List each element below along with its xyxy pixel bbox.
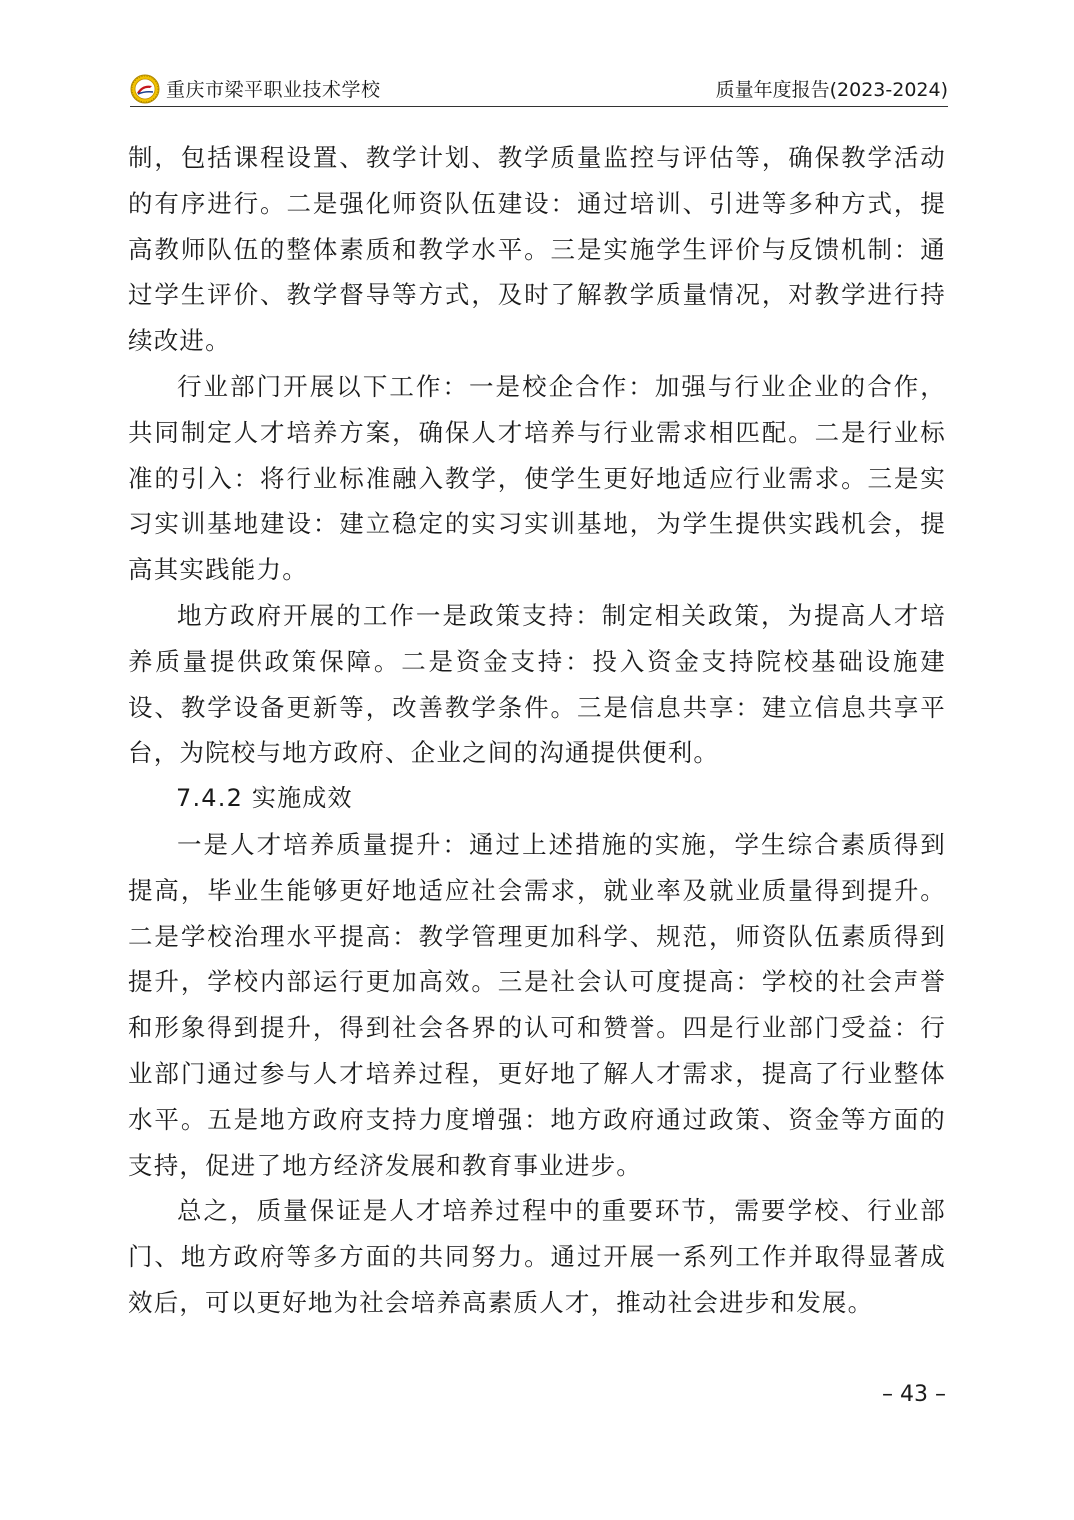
school-emblem-icon <box>130 74 160 104</box>
page-header <box>130 70 948 110</box>
section-heading: 7.4.2 实施成效 <box>176 784 353 813</box>
paragraph-conclusion: 总之，质量保证是人才培养过程中的重要环节，需要学校、行业部门、地方政府等多方面的共同努力。通过开展一系列工作并取得显著成效后，可以更好地为社会培养高素质人才，推动社会进步和发展。 <box>128 1196 946 1317</box>
page-number: – 43 – <box>882 1382 946 1407</box>
school-name: 重庆市梁平职业技术学校 <box>166 79 381 101</box>
paragraph-industry-work: 行业部门开展以下工作：一是校企合作：加强与行业企业的合作，共同制定人才培养方案，确保人才培养与行业需求相匹配。二是行业标准的引入：将行业标准融入教学，使学生更好地适应行业需求。三是实习实训基地建设：建立稳定的实习实训基地，为学生提供实践机会，提高其实践能力。 <box>128 371 946 585</box>
paragraph-outcomes: 一是人才培养质量提升：通过上述措施的实施，学生综合素质得到提高，毕业生能够更好地适应社会需求，就业率及就业质量得到提升。二是学校治理水平提高：教学管理更加科学、规范，师资队伍素质得到提升，学校内部运行更加高效。三是社会认可度提高：学校的社会声誉和形象得到提升，得到社会各界的认可和赞誉。四是行业部门受益：行业部门通过参与人才培养过程，更好地了解人才需求，提高了行业整体水平。五是地方政府支持力度增强：地方政府通过政策、资金等方面的支持，促进了地方经济发展和教育事业进步。 <box>128 829 946 1180</box>
paragraph-continued: 制，包括课程设置、教学计划、教学质量监控与评估等，确保教学活动的有序进行。二是强化师资队伍建设：通过培训、引进等多种方式，提高教师队伍的整体素质和教学水平。三是实施学生评价与反馈机制：通过学生评价、教学督导等方式，及时了解教学质量情况，对教学进行持续改进。 <box>128 143 946 356</box>
header-divider <box>130 106 948 107</box>
report-title: 质量年度报告(2023-2024) <box>715 79 948 101</box>
paragraph-government-work: 地方政府开展的工作一是政策支持：制定相关政策，为提高人才培养质量提供政策保障。二是资金支持：投入资金支持院校基础设施建设、教学设备更新等，改善教学条件。三是信息共享：建立信息共享平台，为院校与地方政府、企业之间的沟通提供便利。 <box>128 600 946 768</box>
document-body <box>128 135 946 1326</box>
